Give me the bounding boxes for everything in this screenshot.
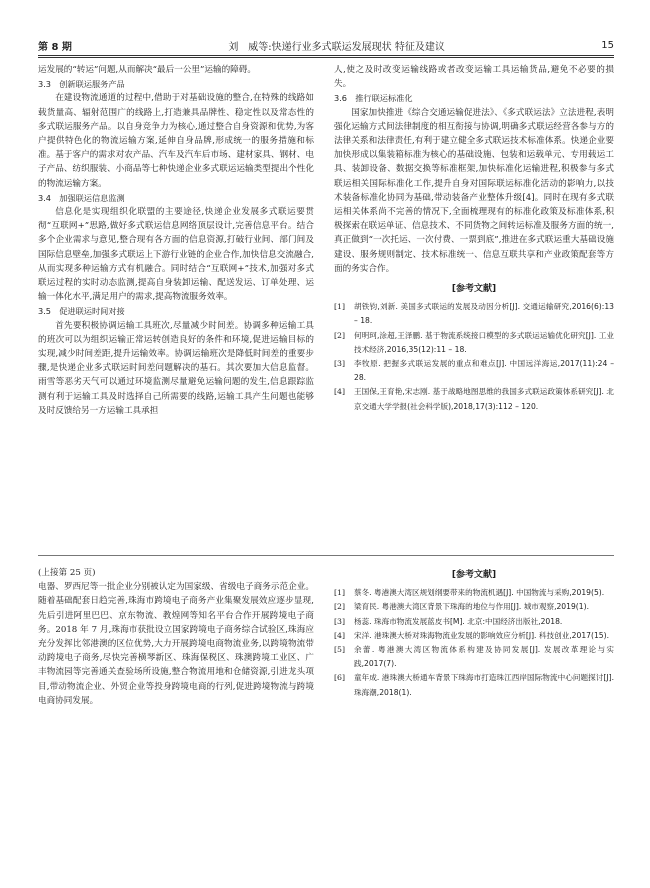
bottom-right-column bbox=[334, 562, 614, 700]
paragraph: 首先要积极协调运输工具班次,尽量减少时间差。协调多种运输工具的班次可以为组织运输正常运转创造良好的条件和环境,促进运输目标的实现,减少时间差距,提升运输效率。协调运输班次是降低时间差的重要步骤,是快递企业多式联运时间差问题解决的基石。其次要加大信息监督。雨雪等恶劣天气可以通过环境监测尽量避免运输问题的发生,信息跟踪监测有利于运输工具及时选择自己所需要的线路,运输工具产生问题也能够及时反馈给另一方运输工具承担 bbox=[38, 320, 314, 416]
header-rule-2 bbox=[38, 57, 614, 58]
references-heading: [参考文献] bbox=[451, 284, 497, 295]
reference-item: [6] 童年成. 港珠澳大桥通车背景下珠海市打造珠江西岸国际物流中心问题探讨[J]. 珠海潮,2018(1). bbox=[334, 673, 614, 697]
reference-item: [2] 梁育民. 粤港澳大湾区背景下珠海的地位与作用[J]. 城市观察,2019(1). bbox=[334, 602, 589, 612]
page-number: 15 bbox=[601, 39, 614, 51]
left-column bbox=[38, 63, 314, 418]
continuation-note: (上接第 25 页) bbox=[38, 568, 96, 578]
reference-item: [4] 王国保,王育艳,宋志刚. 基于战略地图思维的我国多式联运政策体系研究[J]. 北京交通大学学报(社会科学版),2018,17(3):112 – 120. bbox=[334, 387, 614, 411]
section-heading: 3.5 促进联运时间对接 bbox=[38, 306, 125, 317]
section-heading: 3.6 推行联运标准化 bbox=[334, 93, 413, 104]
reference-item: [3] 杨蕊. 珠海市物流发展蓝皮书[M]. 北京:中国经济出版社,2018. bbox=[334, 616, 563, 626]
paragraph: 在建设物流通道的过程中,借助于对基础设施的整合,在特殊的线路如载货量高、辐射范围广的线路上,打造兼具品牌性、稳定性以及常态性的多式联运服务产品。以自身竞争力为核心,通过整合自身资源和优势,为客户提供特色化的物流运输方案,延伸自身品牌,形成统一的服务措施和标准。基于客户的需求对农产品、汽车及汽车后市场、建材家具、钢材、电子产品、纺织服装、小商品等七种快递企业多式联运运输类型提出个性化的物流运输方案。 bbox=[38, 93, 314, 189]
reference-item: [1] 胡铁钧,刘新. 美国多式联运的发展及动因分析[J]. 交通运输研究,2016(6):13 – 18. bbox=[334, 302, 614, 326]
header-rule bbox=[38, 55, 614, 56]
paragraph: 国家加快推进《综合交通运输促进法》、《多式联运法》立法进程,表明强化运输方式间法律制度的相互衔接与协调,明确多式联运经营各参与方的法律关系和法律责任,有利于建立健全多式联运技术标准体系。快递企业要加快形成以集装箱标准为核心的基础设施、包装和运载单元、专用载运工具、装卸设备、数据交换等标准框架,加快标准化运输进程,积极参与多式联运相关国际标准化工作,提升自身对国际联运标准化活动的影响力,以技术装备标准化协同为基础,带动装备产业整体升级[4]。同时在现有多式联运相关体系尚不完善的情况下,全面梳理现有的标准化政策及标准体系,积极探索在联运单证、信息技术、不同货物之间转运标准及服务方面的统一,真正做到“一次托运、一次付费、一票到底”,推进在多式联运重大基础设施建设、服务规则制定、技术标准统一、信息互联共享和产业政策配套等方面的务实合作。 bbox=[334, 107, 614, 274]
references-heading: [参考文献] bbox=[451, 570, 497, 580]
reference-item: [3] 李牧原. 把握多式联运发展的重点和难点[J]. 中国远洋海运,2017(11):24 – 28. bbox=[334, 359, 614, 383]
reference-item: [2] 何明珂,涂超,王泽鹏. 基于物流系统接口模型的多式联运运输优化研究[J]. 工业技术经济,2016,35(12):11 – 18. bbox=[334, 330, 614, 354]
running-header bbox=[38, 37, 614, 53]
running-title: 刘 威等:快递行业多式联运发展现状 特征及建议 bbox=[228, 41, 445, 53]
issue-number: 第 8 期 bbox=[38, 41, 72, 53]
paragraph: 人,使之及时改变运输线路或者改变运输工具运输货品,避免不必要的损失。 bbox=[334, 65, 614, 90]
bottom-left-column bbox=[38, 566, 314, 708]
reference-list bbox=[334, 300, 614, 414]
article-divider bbox=[38, 555, 614, 556]
section-heading: 3.3 创新联运服务产品 bbox=[38, 79, 125, 90]
section-heading: 3.4 加强联运信息监测 bbox=[38, 192, 125, 203]
right-column bbox=[334, 63, 614, 414]
paragraph: 运发展的“转运”问题,从而解决“最后一公里”运输的障碍。 bbox=[38, 65, 256, 75]
reference-list bbox=[334, 586, 614, 700]
paragraph: 信息化是实现组织化联盟的主要途径,快递企业发展多式联运要贯彻“互联网+”思路,做好多式联运信息网络顶层设计,完善信息平台。结合多个企业需求与意见,整合现有各方面的信息资源,打破行业间、部门间及国际信息壁垒,加强多式联运上下游行业链的企业合作,加快信息交流融合,从而实现多种运输方式有机融合。同时结合“互联网+”技术,加强对多式联运过程的实时动态监测,提高自身装卸运输、配送发运、订单处理、运输一体化水平,满足用户的需求,提高物流服务效率。 bbox=[38, 207, 314, 303]
reference-item: [5] 余蕾. 粤港澳大湾区物流体系构建及协同发展[J]. 发展改革理论与实践,2017(7). bbox=[334, 645, 614, 669]
reference-item: [4] 宋洋. 港珠澳大桥对珠海物流业发展的影响效应分析[J]. 科技创业,2017(15). bbox=[334, 630, 609, 640]
paragraph: 电器、罗西尼等一批企业分别被认定为国家级、省级电子商务示范企业。随着基础配套日趋完善,珠海市跨境电子商务产业集聚发展效应逐步显现,先后引进阿里巴巴、京东物流、教煌网等知名平台合作开展跨境电子商务。2018 年 7 月,珠海市获批设立国家跨境电子商务综合试验区,珠海应充分发挥比邻港澳的区位优势,大力开展跨境电商物流业务,以跨境物流带动跨境电子商务,尽快完善横琴新区、珠海保税区、珠澳跨境工业区、广丰物流园等完善通关查验场所设施,整合物流用地和仓储资源,引进龙头项目,带动物流企业、外贸企业等投身跨境电商的行列,促进跨境物流与跨境电商协同发展。 bbox=[38, 582, 314, 706]
reference-item: [1] 蔡冬. 粤港澳大湾区规划纲要带来的物流机遇[J]. 中国物流与采购,2019(5). bbox=[334, 588, 605, 598]
